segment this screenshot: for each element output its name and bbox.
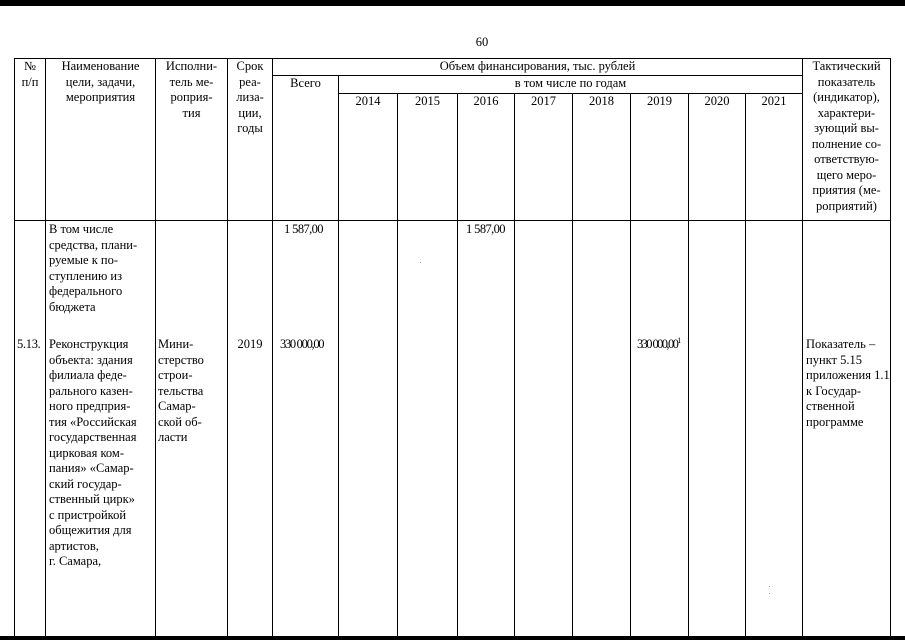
row-executor: Мини- стерство строи- тельства Самар- ской об- ласти: [158, 337, 204, 444]
top-border: [0, 0, 905, 6]
header-total: Всего: [290, 76, 321, 90]
row-name: В том числе средства, плани- руемые к по- ступлению из федерального бюджета: [49, 222, 138, 314]
year-2018: 2018: [589, 94, 614, 108]
scan-speck: [769, 593, 770, 594]
year-2019: 2019: [647, 94, 672, 108]
page-number: 60: [475, 35, 489, 49]
row-name: Реконструкция объекта: здания филиала феде- рального казен- ного предприя- тия «Российская государственная цирковая ком- пания» «Самар- ский государ- ственный цирк» с пристройкой общежития для артистов, г. Самара,: [49, 337, 137, 568]
row-num: 5.13.: [17, 337, 41, 351]
header-num: № п/п: [21, 59, 39, 89]
year-2020: 2020: [704, 94, 730, 108]
row-total: 330 000,00: [280, 337, 324, 351]
header-name: Наименование цели, задачи, мероприятия: [61, 59, 140, 104]
bottom-border: [0, 636, 905, 640]
scan-speck: [769, 586, 770, 587]
year-2021: 2021: [761, 94, 787, 108]
header-by-years: в том числе по годам: [514, 76, 627, 90]
year-2016: 2016: [473, 94, 499, 108]
header-indicator: Тактический показатель (индикатор), характери- зующий вы- полнение со- ответствую- щего меро- приятия (ме- роприятий): [811, 59, 882, 213]
row-indicator: Показатель – пункт 5.15 приложения 1.1 к Государ- ственной программе: [806, 337, 890, 429]
year-2015: 2015: [415, 94, 440, 108]
scan-speck: [420, 262, 421, 263]
row-2019: [637, 337, 695, 353]
row-total: 1 587,00: [284, 222, 323, 236]
year-2017: 2017: [531, 94, 556, 108]
header-executor: Исполни- тель ме- роприя- тия: [165, 59, 218, 120]
footnote-marker: 1: [677, 336, 680, 345]
row-2016: 1 587,00: [466, 222, 505, 236]
row-term: 2019: [237, 337, 263, 351]
row-2019-value: 330 000,00: [637, 337, 678, 351]
year-2014: 2014: [355, 94, 381, 108]
header-financing: Объем финансирования, тыс. рублей: [439, 59, 636, 73]
header-term: Срок реа- лиза- ции, годы: [236, 59, 264, 135]
